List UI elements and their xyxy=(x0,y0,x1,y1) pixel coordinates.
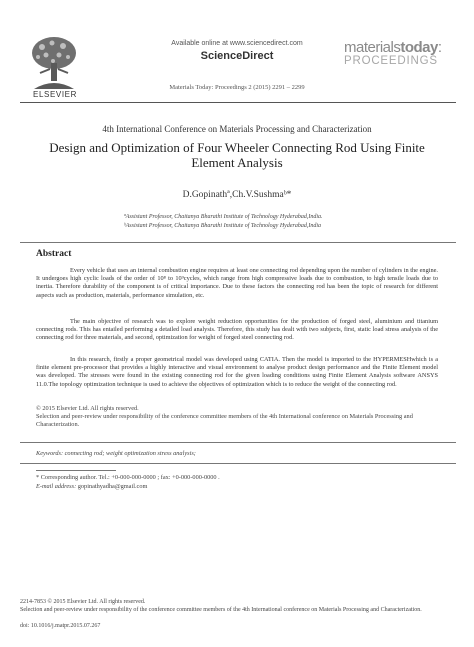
footnote-rule xyxy=(36,470,116,471)
brand-word-today: today xyxy=(400,39,438,56)
conference-name: 4th International Conference on Materials Processing and Characterization xyxy=(102,124,372,134)
corresponding-author: * Corresponding author. Tel.: +0-000-000-0000 ; fax: +0-000-000-0000 . xyxy=(36,474,220,481)
abstract-top-divider xyxy=(20,242,456,243)
abstract-paragraph: Every vehicle that uses an internal combustion engine requires at least one connecting rod depending upon the number of cylinders in the engine. It undergoes high cyclic loads of the order of 10⁸ to 10⁹cycles, which range from high compressive loads due to combustion, to high tensile loads due to inertia. Therefore durability of the component is of critical importance. Due to these factors the connecting rod has been the topic of research for different aspects such as production, materials, performance simulation, etc. xyxy=(36,267,438,299)
abstract-paragraph: The main objective of research was to explore weight reduction opportunities for the production of forged steel, aluminium and titanium connecting rods. This has entailed performing a detailed load analysis. Therefore, this study has dealt with two subjects, first, static load stress analysis of the connecting rod for three materials, and second, optimization for weight of forged steel connecting rod. xyxy=(36,318,438,342)
author-list: D.Gopinathª,Ch.V.Sushmaᵇ* xyxy=(182,190,292,200)
copyright-notice: © 2015 Elsevier Ltd. All rights reserved. xyxy=(36,405,139,412)
publisher-logo-text: ELSEVIER xyxy=(33,90,77,99)
keywords-bottom-divider xyxy=(20,463,456,464)
affiliation-b: ᵇAssistant Professor, Chaitanya Bharathi Institute of Technology Hyderabad,India xyxy=(124,223,321,229)
footer-peer-review: Selection and peer-review under responsibility of the conference committee members of the 4th International conference on Materials Processing and Characterization. xyxy=(20,607,422,613)
materials-today-logo xyxy=(344,40,460,67)
email-line xyxy=(36,483,438,491)
brand-word-proceedings: PROCEEDINGS xyxy=(344,55,438,67)
email-label: E-mail address: xyxy=(36,483,77,490)
journal-reference: Materials Today: Proceedings 2 (2015) 2291 – 2299 xyxy=(169,84,305,91)
abstract-paragraph: In this research, firstly a proper geometrical model was developed using CATIA. Then the model is imported to the HYPERMESHwhich is a finite element pre-processor that provides a highly interactive and visual environment to analyse product design performance and the Finite Element model was developed. The stresses were found in the existing connecting rod for the given loading conditions using Finite Element Analysis software ANSYS 11.0.The topology optimization technique is used to achieve the objectives of optimization which is to reduce the weight of the connecting rod. xyxy=(36,356,438,388)
doi-link[interactable]: doi: 10.1016/j.matpr.2015.07.267 xyxy=(20,623,101,629)
keywords-top-divider xyxy=(20,442,456,443)
peer-review-notice: Selection and peer-review under responsibility of the conference committee members of the 4th International conference on Materials Processing and Characterization. xyxy=(36,413,413,429)
paper-title: Design and Optimization of Four Wheeler Connecting Rod Using Finite Element Analysis xyxy=(49,140,425,170)
affiliation-a: ªAssistant Professor, Chaitanya Bharathi Institute of Technology Hyderabad,India. xyxy=(124,214,323,220)
header-divider xyxy=(20,102,456,103)
available-online-text[interactable]: Available online at www.sciencedirect.com xyxy=(171,40,303,47)
brand-word-materials: materials xyxy=(344,39,401,56)
keywords: Keywords: connecting rod; weight optimization stress analysis; xyxy=(36,450,196,457)
sciencedirect-logo-text: ScienceDirect xyxy=(200,50,274,62)
abstract-heading: Abstract xyxy=(36,249,72,259)
issn-line: 2214-7853 © 2015 Elsevier Ltd. All rights reserved. xyxy=(20,599,146,605)
email-address[interactable]: gopinathyadha@gmail.com xyxy=(77,483,148,490)
brand-colon: : xyxy=(437,39,442,56)
